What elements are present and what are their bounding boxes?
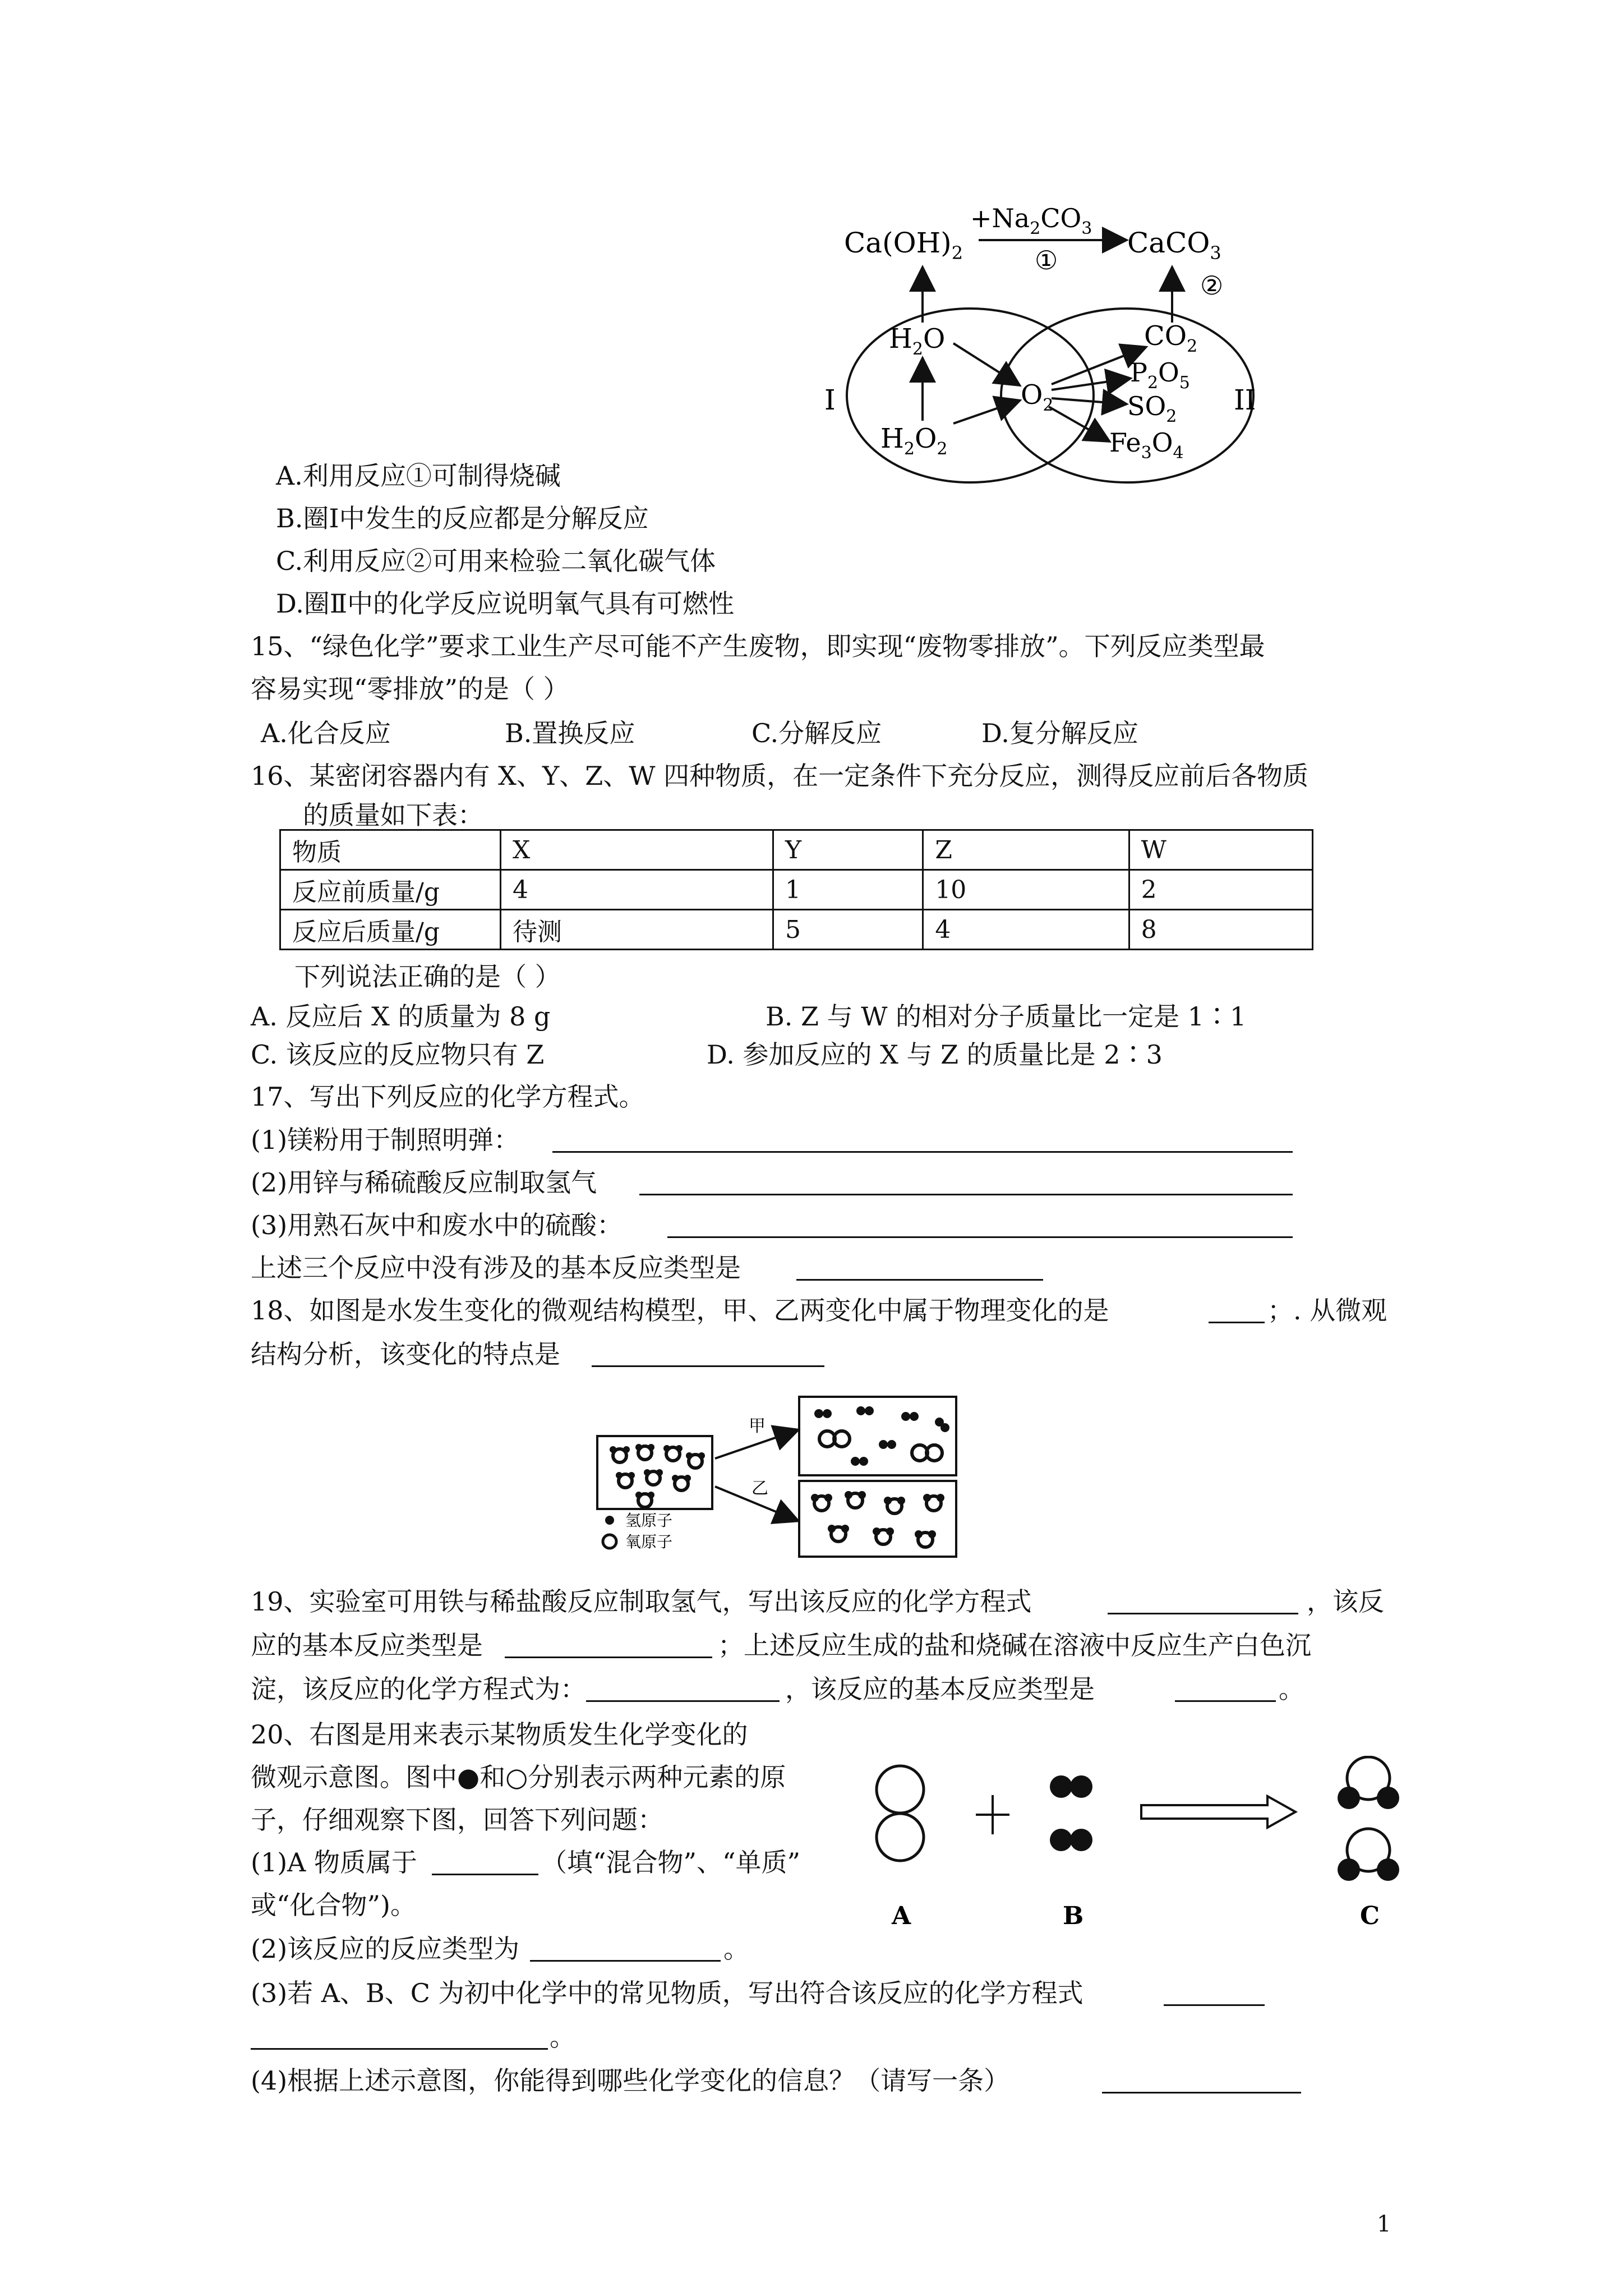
legend-h-label: 氢原子 <box>625 1511 673 1530</box>
ca-oh2-label: $Ca(OH)_2$ <box>844 227 963 264</box>
fe3o4-label: $Fe_3O_4$ <box>1109 427 1184 463</box>
legend-o-label: 氧原子 <box>625 1533 673 1551</box>
path-yi-label: 乙 <box>751 1479 768 1498</box>
q20-line1: 20、右图是用来表示某物质发生化学变化的 <box>251 1719 748 1750</box>
table-row <box>280 910 1313 950</box>
q16-prompt: 下列说法正确的是（ ） <box>294 961 561 992</box>
q18-blank-2[interactable] <box>592 1365 824 1367</box>
path-jia-label: 甲 <box>749 1416 766 1436</box>
q20-line2: 微观示意图。图中●和○分别表示两种元素的原 <box>251 1762 786 1792</box>
result-box-jia <box>799 1397 956 1475</box>
q20-item2b: 。 <box>723 1934 749 1964</box>
q17-item-1: (1)镁粉用于制照明弹： <box>251 1125 520 1155</box>
q20-blank-3[interactable] <box>1164 2004 1265 2006</box>
arrow-h2o-o2 <box>953 343 1018 384</box>
q20-item3-end: 。 <box>550 2022 575 2052</box>
step-1-label: ① <box>1035 245 1058 275</box>
label-b: B <box>1063 1902 1084 1930</box>
q18-stem-line2: 结构分析，该变化的特点是 <box>251 1339 560 1369</box>
circle-one <box>847 309 1094 482</box>
q15-option-b: B.置换反应 <box>505 718 635 748</box>
q17-title: 17、写出下列反应的化学方程式。 <box>251 1082 645 1112</box>
q20-item3: (3)若 A、B、C 为初中化学中的常见物质，写出符合该反应的化学方程式 <box>251 1978 1083 2008</box>
molecule-b <box>1050 1775 1092 1851</box>
q16-option-a: A. 反应后 X 的质量为 8 g <box>251 1001 551 1032</box>
q20-blank-2[interactable] <box>530 1960 721 1962</box>
q14-option-c: C.利用反应②可用来检验二氧化碳气体 <box>276 546 716 576</box>
q17-summary: 上述三个反应中没有涉及的基本反应类型是 <box>251 1253 741 1283</box>
table-cell: 5 <box>773 910 923 950</box>
q16-option-d: D. 参加反应的 X 与 Z 的质量比是 2∶3 <box>707 1039 1163 1070</box>
legend-h-atom-icon <box>605 1516 614 1525</box>
na2co3-label: $+Na_2CO_3$ <box>970 203 1092 238</box>
reaction-arrow-icon <box>1141 1796 1295 1828</box>
table-cell: X <box>501 830 773 870</box>
table-cell: 物质 <box>280 830 501 870</box>
table-cell: Y <box>773 830 923 870</box>
circle-one-label: I <box>824 384 836 416</box>
molecule-a-atom-top <box>877 1766 924 1813</box>
q18-blank-1[interactable] <box>1209 1322 1265 1323</box>
q20-item2a: (2)该反应的反应类型为 <box>251 1934 520 1964</box>
label-c: C <box>1360 1902 1380 1930</box>
arrow-h2o2-o2 <box>953 401 1018 424</box>
reaction-model-diagram <box>864 1756 1424 1941</box>
q20-item4: (4)根据上述示意图，你能得到哪些化学变化的信息？（请写一条） <box>251 2065 1010 2096</box>
q17-item-2: (2)用锌与稀硫酸反应制取氢气 <box>251 1167 597 1198</box>
q16-option-c: C. 该反应的反应物只有 Z <box>251 1039 545 1070</box>
q17-answer-line-2[interactable] <box>639 1194 1293 1195</box>
legend-o-atom-icon <box>603 1535 616 1548</box>
q20-item1c: 或“化合物”)。 <box>251 1890 416 1920</box>
q19-blank-4[interactable] <box>1175 1700 1276 1702</box>
result-box-yi <box>799 1481 956 1557</box>
p2o5-label: $P_2O_5$ <box>1130 357 1190 393</box>
q19-line3a: 淀，该反应的化学方程式为： <box>251 1674 586 1704</box>
page-number: 1 <box>1377 2211 1391 2237</box>
q15-option-a: A.化合反应 <box>261 718 391 748</box>
q18-stem-line1b: ；. 从微观 <box>1267 1295 1387 1326</box>
caco3-label: CaCO$_3$ <box>1127 227 1221 264</box>
table-cell: 10 <box>923 870 1129 910</box>
q20-item1b: （填“混合物”、“单质” <box>541 1847 801 1878</box>
water-change-diagram <box>592 1391 962 1559</box>
q16-mass-table <box>279 829 1313 950</box>
label-a: A <box>892 1902 911 1930</box>
table-cell: 8 <box>1129 910 1312 950</box>
table-cell: 2 <box>1129 870 1312 910</box>
q19-line3c: 。 <box>1279 1674 1304 1704</box>
q15-option-d: D.复分解反应 <box>981 718 1138 748</box>
q14-option-d: D.圈Ⅱ中的化学反应说明氧气具有可燃性 <box>276 588 735 619</box>
circle-two-label: II <box>1234 384 1256 416</box>
q19-line3b: ，该反应的基本反应类型是 <box>785 1674 1095 1704</box>
table-header-row <box>280 830 1313 870</box>
q20-item1a: (1)A 物质属于 <box>251 1847 418 1878</box>
table-cell: 1 <box>773 870 923 910</box>
table-cell: 反应前质量/g <box>280 870 501 910</box>
q19-line1b: ，该反 <box>1307 1586 1384 1617</box>
q19-line2b: ；上述反应生成的盐和烧碱在溶液中反应生产白色沉 <box>718 1630 1311 1660</box>
q19-line2a: 应的基本反应类型是 <box>251 1630 483 1660</box>
co2-label: $CO_2$ <box>1144 320 1198 356</box>
q14-option-b: B.圈Ⅰ中发生的反应都是分解反应 <box>276 503 649 533</box>
table-cell: 反应后质量/g <box>280 910 501 950</box>
q19-blank-2[interactable] <box>505 1657 712 1658</box>
q14-option-a: A.利用反应①可制得烧碱 <box>276 461 561 491</box>
molecule-c <box>1338 1757 1399 1881</box>
q17-item-3: (3)用熟石灰中和废水中的硫酸： <box>251 1210 623 1240</box>
table-cell: 待测 <box>501 910 773 950</box>
table-cell: Z <box>923 830 1129 870</box>
so2-label: $SO_2$ <box>1127 391 1177 426</box>
q20-blank-3-cont[interactable] <box>251 2048 548 2050</box>
q19-blank-1[interactable] <box>1108 1613 1298 1614</box>
q15-stem-line1: 15、“绿色化学”要求工业生产尽可能不产生废物，即实现“废物零排放”。下列反应类型最 <box>251 631 1265 661</box>
o2-label: $O_2$ <box>1021 379 1054 415</box>
arrow-o2-so2 <box>1052 398 1124 404</box>
q17-summary-blank[interactable] <box>796 1279 1043 1281</box>
table-cell: 4 <box>501 870 773 910</box>
q17-answer-line-1[interactable] <box>552 1151 1293 1153</box>
table-cell: 4 <box>923 910 1129 950</box>
table-cell: W <box>1129 830 1312 870</box>
h2o2-label: $H_2O_2$ <box>880 423 948 459</box>
arrow-o2-fe3o4 <box>1049 407 1108 440</box>
q16-stem-line1: 16、某密闭容器内有 X、Y、Z、W 四种物质，在一定条件下充分反应，测得反应前后各物质 <box>251 761 1309 791</box>
h2o-label: $H_2O$ <box>889 323 946 359</box>
reaction-network-diagram <box>785 196 1290 488</box>
q17-answer-line-3[interactable] <box>667 1236 1293 1238</box>
step-2-label: ② <box>1200 270 1224 301</box>
q20-line3: 子，仔细观察下图，回答下列问题： <box>251 1805 663 1835</box>
q20-blank-1[interactable] <box>432 1874 538 1875</box>
q15-stem-line2: 容易实现“零排放”的是（ ） <box>251 674 569 704</box>
q20-blank-4[interactable] <box>1102 2092 1301 2093</box>
q19-blank-3[interactable] <box>586 1700 780 1702</box>
q18-stem-line1a: 18、如图是水发生变化的微观结构模型，甲、乙两变化中属于物理变化的是 <box>251 1295 1109 1326</box>
q16-stem-line2: 的质量如下表： <box>303 800 483 830</box>
q19-line1a: 19、实验室可用铁与稀盐酸反应制取氢气，写出该反应的化学方程式 <box>251 1586 1032 1617</box>
molecule-a-atom-bottom <box>877 1814 924 1861</box>
q15-option-c: C.分解反应 <box>751 718 882 748</box>
q16-option-b: B. Z 与 W 的相对分子质量比一定是 1∶1 <box>766 1001 1247 1032</box>
table-row <box>280 870 1313 910</box>
